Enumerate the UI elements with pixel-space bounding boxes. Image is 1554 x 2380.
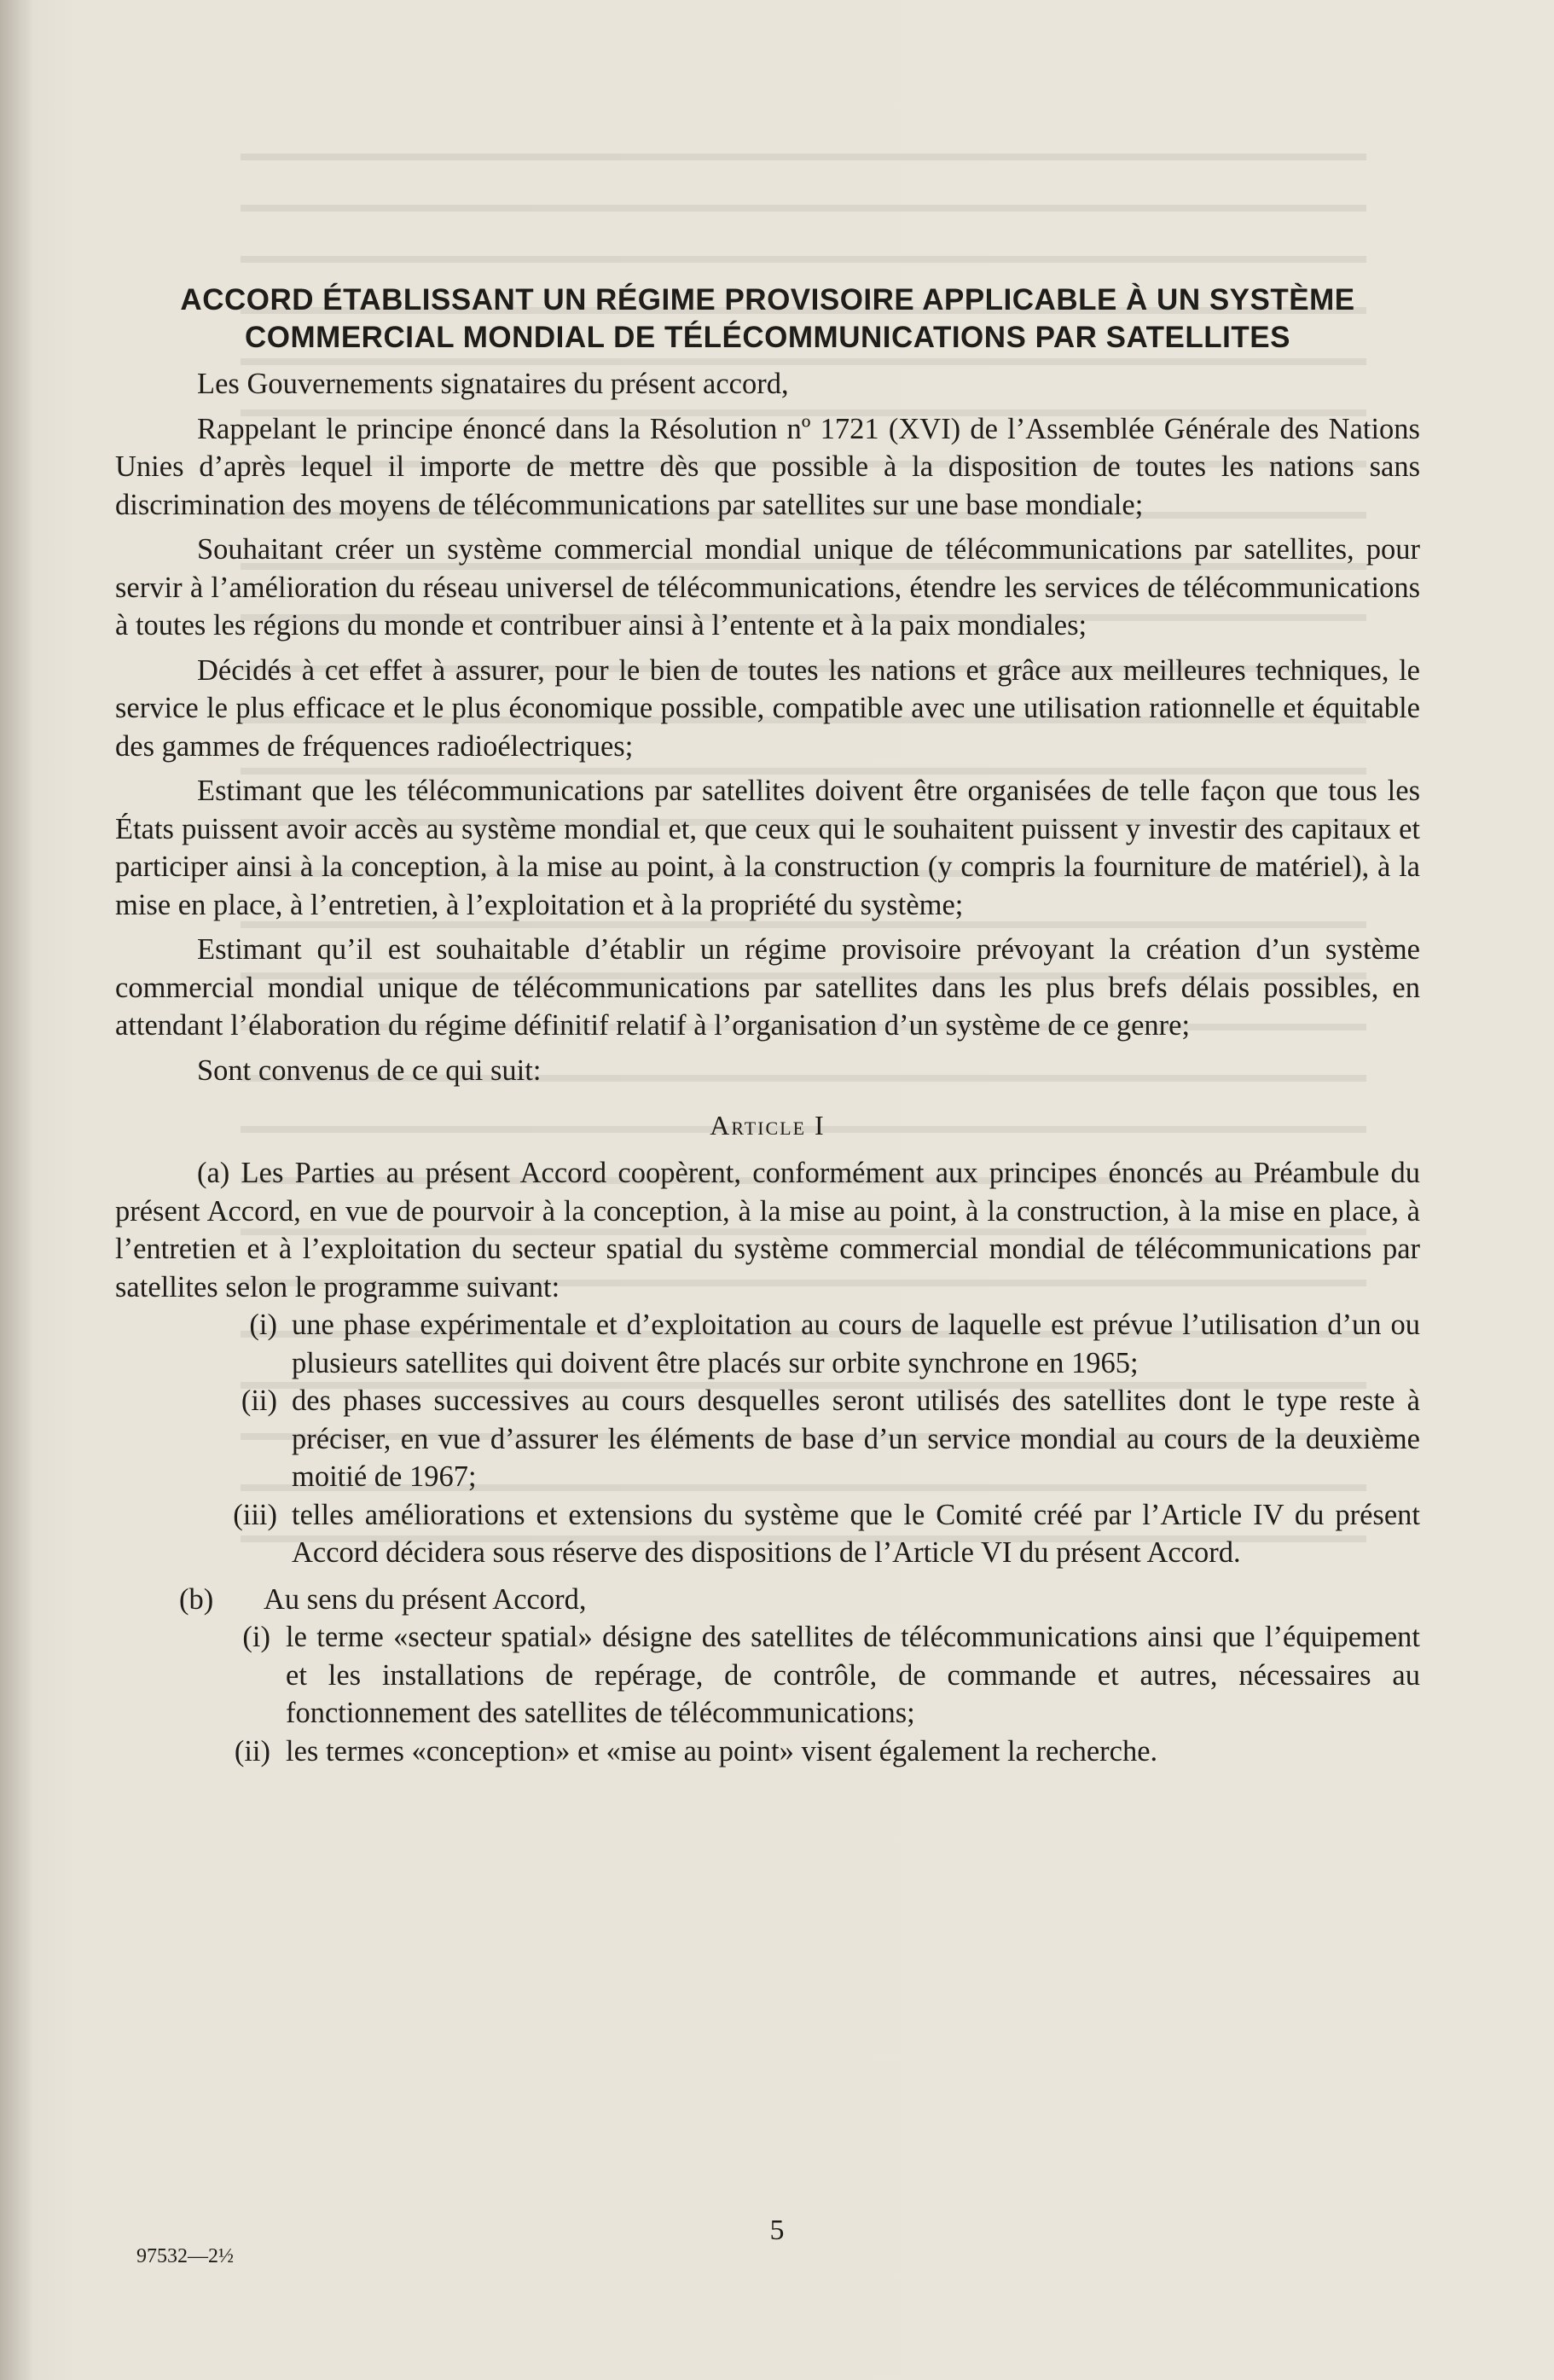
agreement-title <box>115 282 1420 357</box>
title-line: COMMERCIAL MONDIAL DE TÉLÉCOMMUNICATIONS PAR SATELLITES <box>245 321 1290 354</box>
title-line: ACCORD ÉTABLISSANT UN RÉGIME PROVISOIRE APPLICABLE À UN SYSTÈME <box>180 283 1355 316</box>
preamble-paragraph: Décidés à cet effet à assurer, pour le bien de toutes les nations et grâce aux meilleures techniques, le service le plus efficace et le plus économique possible, compatible avec une utilisation rationnelle et équitable des gammes de fréquences radioélectriques; <box>115 653 1420 763</box>
page-content <box>115 282 1420 1770</box>
section-b-item <box>115 1618 1420 1733</box>
page-number: 5 <box>769 2215 785 2246</box>
list-marker: (ii) <box>234 1734 270 1768</box>
preamble-paragraph: Souhaitant créer un système commercial mondial unique de télécommunications par satellites, pour servir à l’amélioration du réseau universel de télécommunications, étendre les services de télécommunications à toutes les régions du monde et contribuer ainsi à l’entente et à la paix mondiales; <box>115 533 1420 641</box>
list-marker: (i) <box>249 1309 277 1341</box>
list-marker: (i) <box>242 1621 270 1653</box>
preamble-paragraph: Sont convenus de ce qui suit: <box>197 1054 542 1087</box>
book-spine-shadow <box>0 0 32 2380</box>
preamble-paragraph: Estimant qu’il est souhaitable d’établir un régime provisoire prévoyant la création d’un système commercial mondial unique de télécommunications par satellites dans les plus brefs délais possibles, en attendant l’élaboration du régime définitif relatif à l’organisation d’un système de ce genre; <box>115 933 1420 1042</box>
preamble-paragraph: Estimant que les télécommunications par satellites doivent être organisées de telle façon que tous les États puissent avoir accès au système mondial et, que ceux qui le souhaitent puissent y investir des capitaux et participer ainsi à la conception, à la mise au point, à la construction (y compris la fourniture de matériel), à la mise en place, à l’entretien, à l’exploitation et à la propriété du système; <box>115 775 1420 921</box>
list-item-text: des phases successives au cours desquelles seront utilisés des satellites dont le type reste à préciser, en vue d’assurer les éléments de base d’un service mondial au cours de la deuxième moitié de 1967; <box>292 1384 1420 1493</box>
list-item-text: une phase expérimentale et d’exploitation au cours de laquelle est prévue l’utilisation d’un ou plusieurs satellites qui doivent être placés sur orbite synchrone en 1965; <box>292 1309 1420 1379</box>
section-a-paragraph: (a) Les Parties au présent Accord coopèrent, conformément aux principes énoncés au Préambule du présent Accord, en vue de pourvoir à la conception, à la mise au point, à la construction, à la mise en place, à l’entretien et à l’exploitation du secteur spatial du système commercial mondial de télécommunications par satellites selon le programme suivant: <box>115 1157 1420 1303</box>
list-item-text: telles améliorations et extensions du système que le Comité créé par l’Article IV du présent Accord décidera sous réserve des dispositions de l’Article VI du présent Accord. <box>292 1498 1420 1569</box>
section-a-item <box>115 1382 1420 1496</box>
section-a-item <box>115 1496 1420 1572</box>
section-b-item <box>115 1733 1420 1771</box>
section-b-text: Au sens du présent Accord, <box>264 1582 587 1616</box>
list-item-text: les termes «conception» et «mise au point» visent également la recherche. <box>286 1734 1158 1768</box>
list-marker: (iii) <box>233 1498 277 1531</box>
preamble-paragraph: Les Gouvernements signataires du présent accord, <box>197 368 789 400</box>
preamble-paragraph: Rappelant le principe énoncé dans la Résolution nº 1721 (XVI) de l’Assemblée Générale des Nations Unies d’après lequel il importe de mettre dès que possible à la disposition de toutes les nations sans discrimination des moyens de télécommunications par satellites sur une base mondiale; <box>115 412 1420 521</box>
list-item-text: le terme «secteur spatial» désigne des satellites de télécommunications ainsi que l’équipement et les installations de repérage, de contrôle, de commande et autres, nécessaires au fonctionnement des satellites de télécommunications; <box>286 1621 1420 1729</box>
section-b-intro <box>115 1581 1420 1619</box>
section-marker: (b) <box>179 1582 214 1616</box>
article-heading: Article I <box>710 1110 826 1141</box>
list-marker: (ii) <box>241 1384 277 1417</box>
section-a-item <box>115 1306 1420 1382</box>
print-signature-mark: 97532—2½ <box>136 2245 234 2267</box>
